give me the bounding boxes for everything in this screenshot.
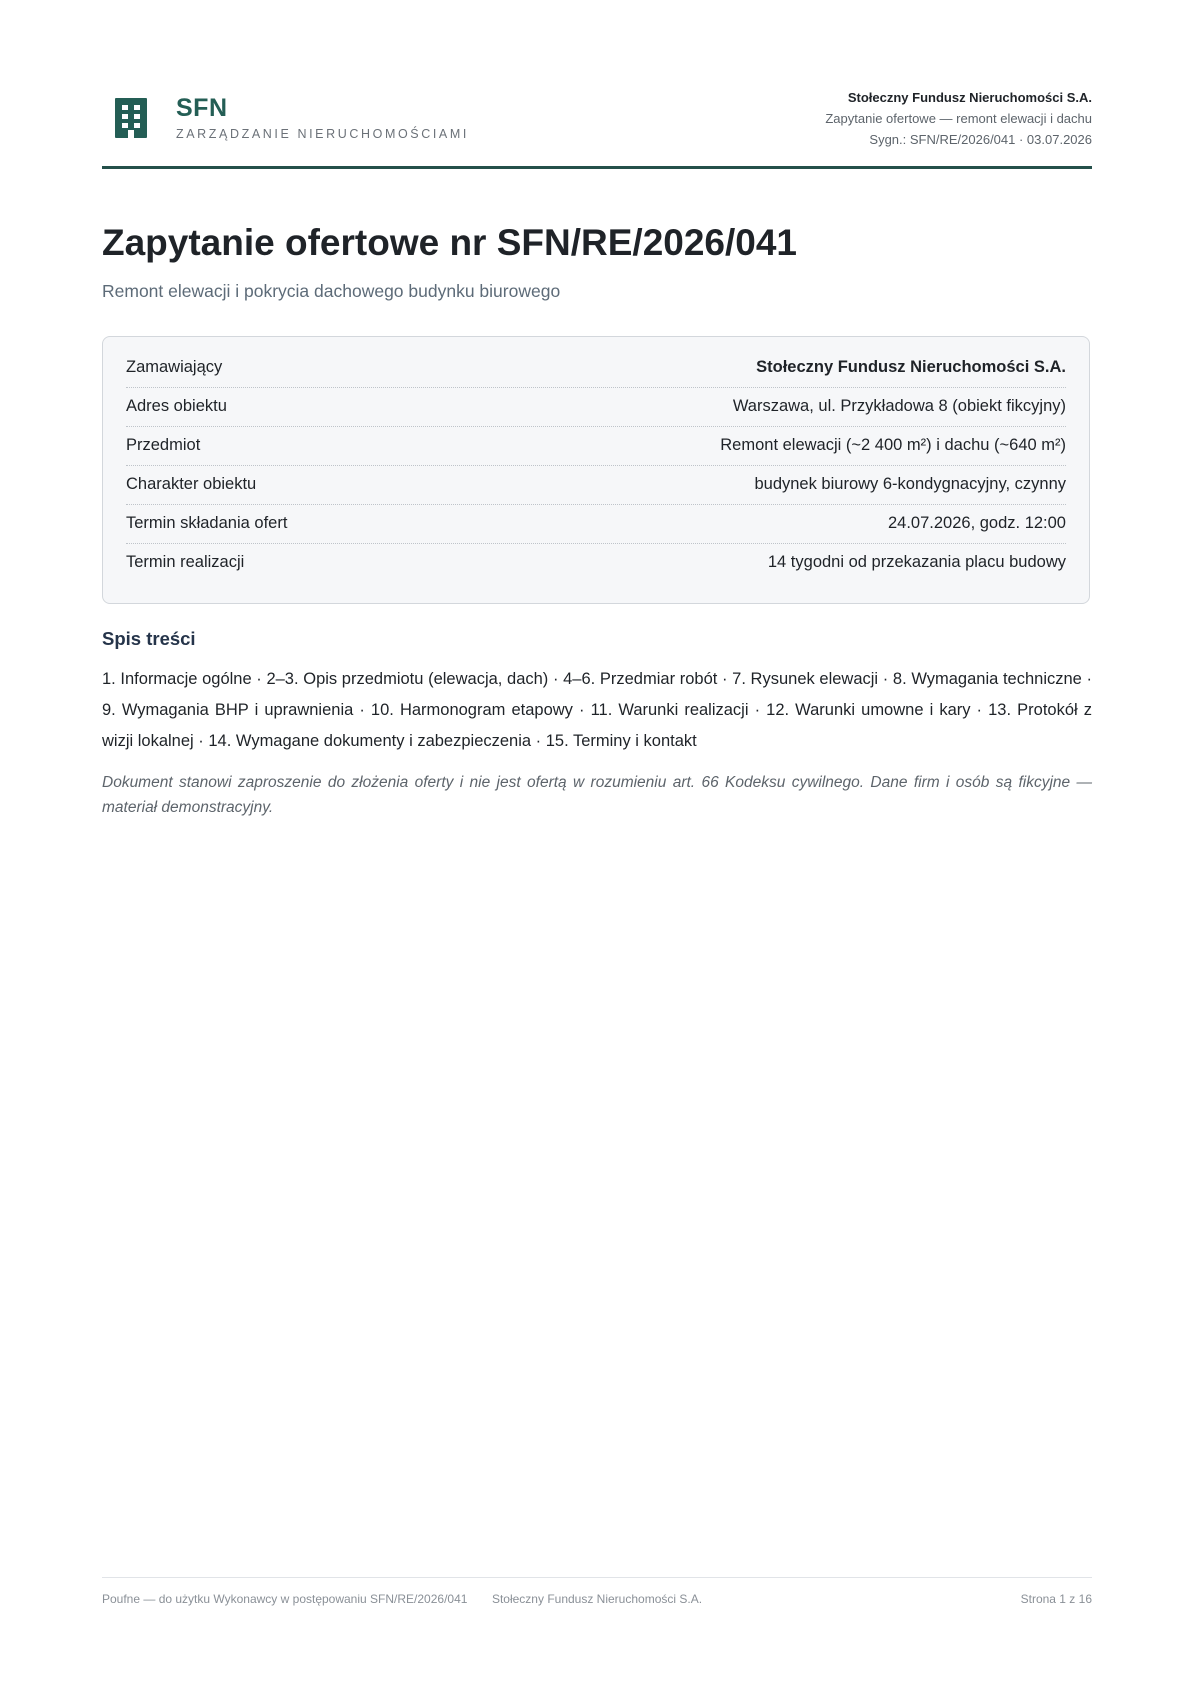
info-label: Zamawiający (126, 358, 223, 376)
page-footer (102, 1577, 1092, 1608)
info-row-termin-ofert (126, 505, 1066, 544)
info-label: Adres obiektu (126, 397, 227, 415)
page-header (102, 78, 1092, 169)
legal-note: Dokument stanowi zaproszenie do złożenia oferty i nie jest ofertą w rozumieniu art. 66 Kodeksu cywilnego. Dane firm i osób są fikcyjne — materiał demonstracyjny. (102, 774, 1092, 816)
footer-confidential: Poufne — do użytku Wykonawcy w postępowaniu SFN/RE/2026/041 (102, 1592, 468, 1606)
brand-tagline: ZARZĄDZANIE NIERUCHOMOŚCIAMI (176, 127, 469, 141)
page-subtitle: Remont elewacji i pokrycia dachowego budynku biurowego (102, 281, 561, 301)
info-row-zamawiajacy (126, 349, 1066, 388)
brand-name: SFN (176, 94, 228, 122)
info-value: Warszawa, ul. Przykładowa 8 (obiekt fikcyjny) (732, 397, 1066, 415)
info-value: Stołeczny Fundusz Nieruchomości S.A. (756, 358, 1066, 376)
info-value: budynek biurowy 6-kondygnacyjny, czynny (754, 475, 1066, 493)
info-label: Termin realizacji (126, 553, 245, 571)
header-meta (825, 87, 1092, 150)
info-value: 24.07.2026, godz. 12:00 (888, 514, 1066, 532)
footer-company: Stołeczny Fundusz Nieruchomości S.A. (491, 1592, 703, 1606)
info-summary-box (102, 336, 1090, 604)
header-subject: Zapytanie ofertowe — remont elewacji i dachu (825, 111, 1092, 126)
document-page (102, 0, 1092, 1684)
toc-list: 1. Informacje ogólne · 2–3. Opis przedmiotu (elewacja, dach) · 4–6. Przedmiar robót · 7. Rysunek elewacji · 8. Wymagania techniczne · 9. Wymagania BHP i uprawnienia · 10. Harmonogram etapowy · 11. Warunki realizacji · 12. Warunki umowne i kary · 13. Protokół z wizji lokalnej · 14. Wymagane dokumenty i zabezpieczenia · 15. Terminy i kontakt (102, 670, 1092, 750)
info-row-adres (126, 388, 1066, 427)
info-row-przedmiot (126, 427, 1066, 466)
header-signature: Sygn.: SFN/RE/2026/041 · 03.07.2026 (869, 132, 1092, 147)
info-value: Remont elewacji (~2 400 m²) i dachu (~640 m²) (720, 436, 1066, 454)
toc-heading: Spis treści (102, 628, 196, 649)
info-label: Termin składania ofert (126, 514, 288, 532)
info-value: 14 tygodni od przekazania placu budowy (767, 553, 1066, 571)
building-icon (115, 98, 147, 138)
info-row-termin-realizacji (126, 544, 1066, 583)
info-label: Przedmiot (126, 436, 201, 454)
info-label: Charakter obiektu (126, 475, 257, 493)
page-title: Zapytanie ofertowe nr SFN/RE/2026/041 (102, 222, 798, 263)
header-company: Stołeczny Fundusz Nieruchomości S.A. (847, 90, 1092, 105)
info-row-charakter (126, 466, 1066, 505)
footer-page-number: Strona 1 z 16 (1020, 1592, 1092, 1606)
